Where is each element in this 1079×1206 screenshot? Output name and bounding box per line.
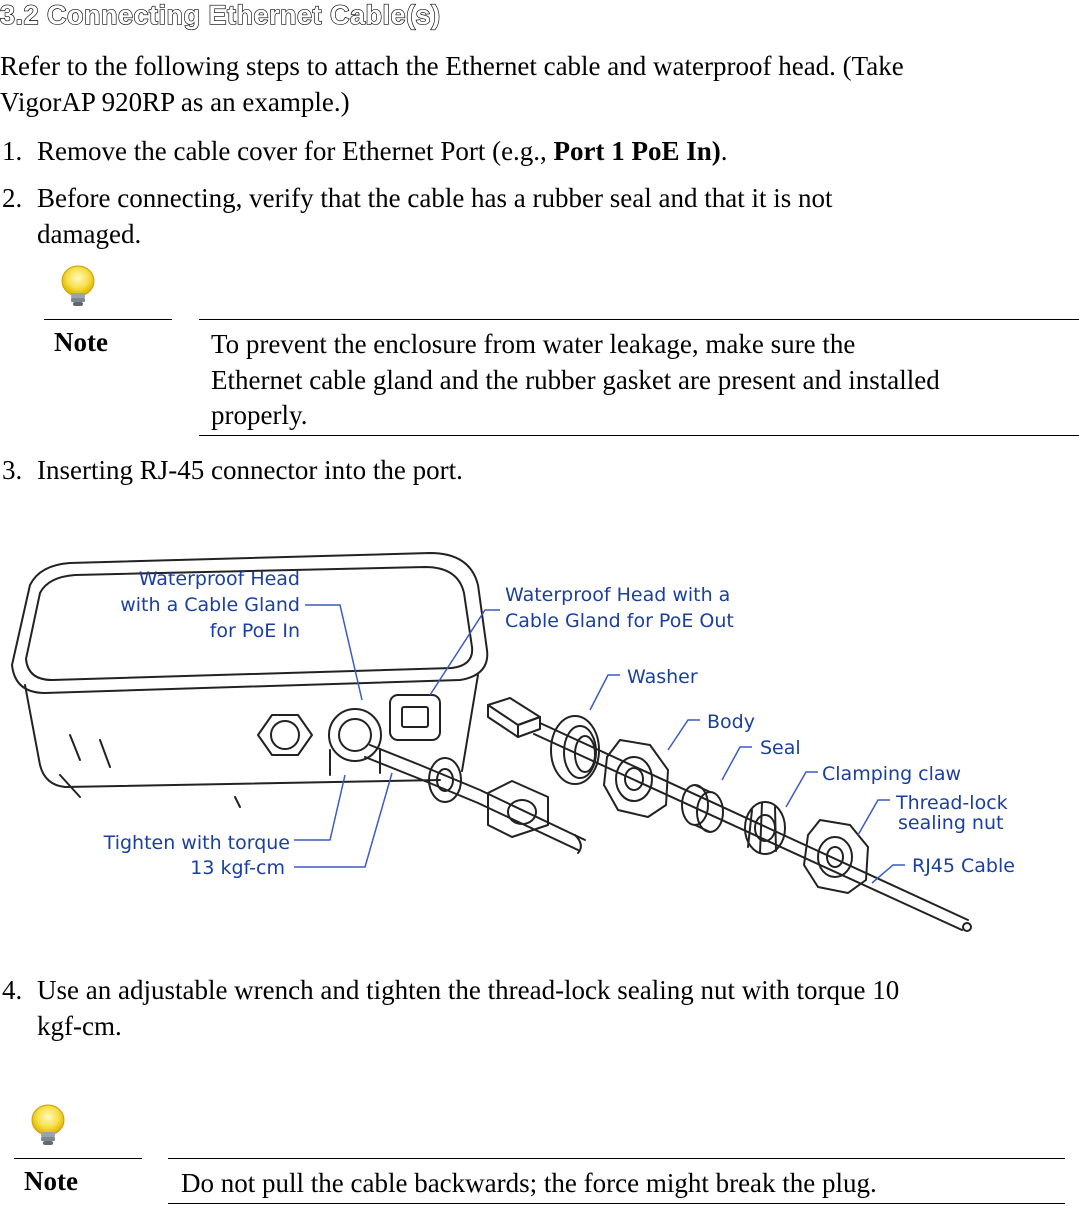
note-2-line-1: Do not pull the cable backwards; the force might break the plug. [181, 1168, 877, 1198]
step-2-line-2: damaged. [37, 219, 142, 249]
step-1-number: 1. [2, 136, 23, 166]
note-2-label-rule [14, 1158, 142, 1159]
step-3-text: Inserting RJ-45 connector into the port. [37, 455, 463, 485]
label-torque-1: Tighten with torque [103, 832, 290, 854]
label-torque-2: 13 kgf-cm [190, 857, 285, 879]
step-2-number: 2. [2, 183, 23, 213]
step-1-text [37, 133, 728, 169]
label-wp-head-in-1: Waterproof Head [138, 568, 300, 590]
step-4-number: 4. [2, 975, 23, 1005]
label-thread-lock-1: Thread-lock [896, 792, 1008, 814]
step-1-text-post: . [720, 136, 728, 166]
note-1-top-rule [199, 319, 1079, 320]
note-2-bottom-rule [168, 1203, 1065, 1204]
note-1-line-2: Ethernet cable gland and the rubber gasket are present and installed [211, 365, 940, 395]
step-4-line-2: kgf-cm. [37, 1011, 122, 1041]
label-thread-lock-2: sealing nut [898, 812, 1004, 834]
note-1-label-rule [44, 319, 172, 320]
step-2-line-1: Before connecting, verify that the cable has a rubber seal and that it is not [37, 183, 833, 213]
intro-line-1: Refer to the following steps to attach the Ethernet cable and waterproof head. (Take [0, 51, 904, 81]
label-body: Body [707, 711, 755, 733]
label-washer: Washer [627, 666, 698, 688]
label-wp-head-in-2: with a Cable Gland [120, 594, 300, 616]
step-3-number: 3. [2, 455, 23, 485]
note-2-top-rule [168, 1158, 1065, 1159]
note-1-label: Note [54, 327, 108, 357]
ethernet-cable-assembly-diagram [0, 535, 1079, 945]
label-wp-head-in-3: for PoE In [209, 620, 300, 642]
note-1-line-1: To prevent the enclosure from water leakage, make sure the [211, 329, 856, 359]
lightbulb-icon [25, 1102, 71, 1150]
label-seal: Seal [760, 737, 801, 759]
note-2-label: Note [24, 1166, 78, 1196]
section-title: 3.2 Connecting Ethernet Cable(s) [0, 0, 441, 30]
label-wp-head-out-2: Cable Gland for PoE Out [505, 610, 734, 632]
note-1-bottom-rule [199, 435, 1079, 436]
step-1-port-name: Port 1 PoE In) [553, 136, 721, 166]
label-rj45-cable: RJ45 Cable [912, 855, 1015, 877]
step-4-line-1: Use an adjustable wrench and tighten the thread-lock sealing nut with torque 10 [37, 975, 900, 1005]
intro-line-2: VigorAP 920RP as an example.) [0, 87, 350, 117]
step-1-text-pre: Remove the cable cover for Ethernet Port (e.g., [37, 136, 554, 166]
lightbulb-icon [55, 263, 101, 311]
label-clamping-claw: Clamping claw [822, 763, 962, 785]
label-wp-head-out-1: Waterproof Head with a [505, 584, 731, 606]
note-1-line-3: properly. [211, 400, 308, 430]
